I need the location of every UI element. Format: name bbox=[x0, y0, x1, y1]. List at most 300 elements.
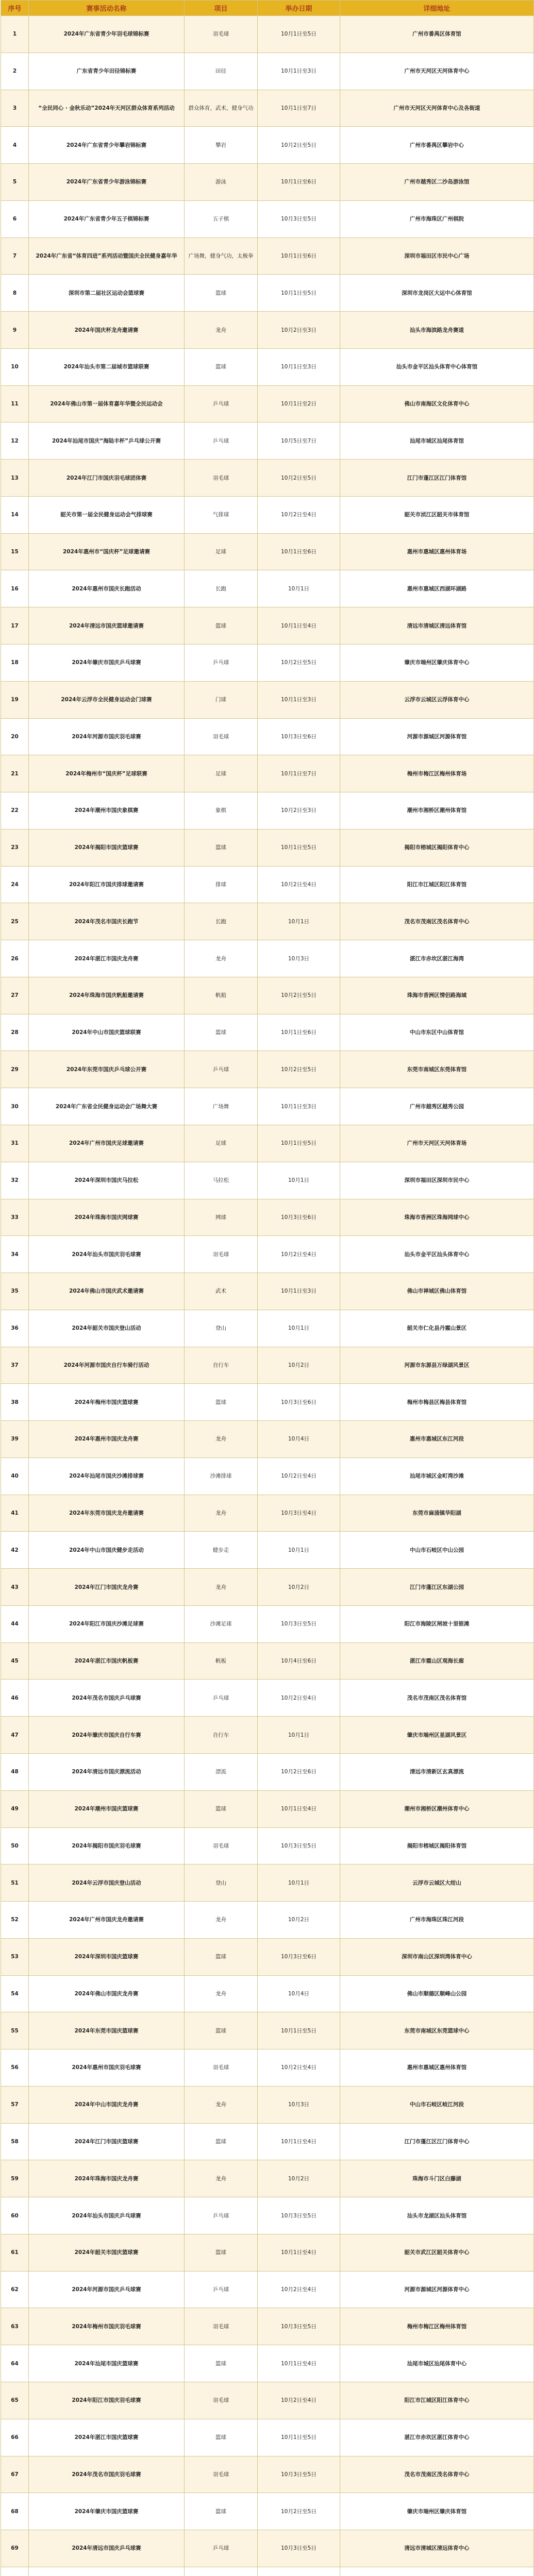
row-number: 2 bbox=[1, 53, 29, 90]
sport: 龙舟 bbox=[185, 1495, 258, 1532]
table-row bbox=[1, 2530, 534, 2567]
sport: 自行车 bbox=[185, 1717, 258, 1754]
table-row bbox=[1, 1975, 534, 2012]
sport: 足球 bbox=[185, 755, 258, 792]
venue-address: 广州市天河区天河体育中心 bbox=[340, 53, 534, 90]
event-date: 10月3日至6日 bbox=[258, 1199, 340, 1236]
sport: 篮球 bbox=[185, 348, 258, 385]
row-number: 59 bbox=[1, 2160, 29, 2197]
sport: 乒乓球 bbox=[185, 2271, 258, 2308]
venue-address: 江门市蓬江区东湖公园 bbox=[340, 1569, 534, 1606]
event-date: 10月1日至4日 bbox=[258, 1790, 340, 1827]
venue-address: 河源市源城区河源体育中心 bbox=[340, 2271, 534, 2308]
row-number bbox=[1, 2567, 29, 2576]
table-row bbox=[1, 1347, 534, 1384]
event-name: 2024年汕尾市国庆沙滩排球赛 bbox=[29, 1458, 185, 1495]
sport: 帆板 bbox=[185, 1642, 258, 1680]
event-name: 2024年中山市国庆龙舟赛 bbox=[29, 2086, 185, 2123]
row-number: 24 bbox=[1, 866, 29, 903]
venue-address: 深圳市福田区市民中心广场 bbox=[340, 238, 534, 275]
venue-address: 江门市蓬江区江门体育馆 bbox=[340, 460, 534, 497]
event-name: 2024年广东省全民健身运动会广场舞大赛 bbox=[29, 1088, 185, 1125]
table-row bbox=[1, 570, 534, 607]
row-number: 16 bbox=[1, 570, 29, 607]
event-name: 2024年揭阳市国庆羽毛球赛 bbox=[29, 1827, 185, 1865]
venue-address: 梅州市梅县区梅县体育馆 bbox=[340, 1384, 534, 1421]
event-date: 10月1日至3日 bbox=[258, 681, 340, 718]
sport: 羽毛球 bbox=[185, 2382, 258, 2419]
sport: 象棋 bbox=[185, 792, 258, 829]
sport: 漂流 bbox=[185, 1753, 258, 1790]
sport: 羽毛球 bbox=[185, 16, 258, 53]
table-row bbox=[1, 312, 534, 349]
table-row bbox=[1, 1162, 534, 1199]
venue-address: 中山市东区中山体育馆 bbox=[340, 1014, 534, 1051]
venue-address: 佛山市南海区文化体育中心 bbox=[340, 385, 534, 422]
event-name: 2024年佛山市国庆武术邀请赛 bbox=[29, 1273, 185, 1310]
venue-address: 河源市源城区河源体育馆 bbox=[340, 718, 534, 755]
event-date: 10月5日至7日 bbox=[258, 422, 340, 460]
row-number: 12 bbox=[1, 422, 29, 460]
table-row bbox=[1, 1273, 534, 1310]
venue-address: 珠海市斗门区白藤湖 bbox=[340, 2160, 534, 2197]
table-row bbox=[1, 275, 534, 312]
sport: 篮球 bbox=[185, 2419, 258, 2456]
row-number: 9 bbox=[1, 312, 29, 349]
table-row bbox=[1, 2049, 534, 2087]
event-date: 10月3日至4日 bbox=[258, 1495, 340, 1532]
event-date: 10月1日至6日 bbox=[258, 238, 340, 275]
table-row bbox=[1, 1199, 534, 1236]
sport: 龙舟 bbox=[185, 2086, 258, 2123]
table-row bbox=[1, 2086, 534, 2123]
sport: 广场舞 bbox=[185, 1088, 258, 1125]
table-row bbox=[1, 238, 534, 275]
table-row bbox=[1, 866, 534, 903]
event-date: 10月4日 bbox=[258, 1421, 340, 1458]
row-number: 11 bbox=[1, 385, 29, 422]
event-date: 10月2日至6日 bbox=[258, 1753, 340, 1790]
event-name: 2024年揭阳市国庆篮球赛 bbox=[29, 829, 185, 866]
event-name: 2024年湛江市国庆龙舟赛 bbox=[29, 940, 185, 977]
table-row bbox=[1, 2382, 534, 2419]
venue-address: 梅州市梅江区梅州体育场 bbox=[340, 755, 534, 792]
event-name: 2024年惠州市国庆长跑活动 bbox=[29, 570, 185, 607]
sport bbox=[185, 2567, 258, 2576]
row-number: 5 bbox=[1, 164, 29, 201]
row-number: 52 bbox=[1, 1902, 29, 1939]
event-name: 2024年广东省“体育四进”系列活动暨国庆全民健身嘉年华 bbox=[29, 238, 185, 275]
table-row bbox=[1, 1642, 534, 1680]
table-row bbox=[1, 460, 534, 497]
table-row bbox=[1, 1384, 534, 1421]
venue-address: 江门市蓬江区江门体育中心 bbox=[340, 2123, 534, 2160]
event-name: 2024年江门市国庆篮球赛 bbox=[29, 2123, 185, 2160]
row-number: 40 bbox=[1, 1458, 29, 1495]
event-date: 10月2日至5日 bbox=[258, 460, 340, 497]
event-name: 2024年江门市国庆羽毛球团体赛 bbox=[29, 460, 185, 497]
event-name: 2024年阳江市国庆排球邀请赛 bbox=[29, 866, 185, 903]
row-number: 56 bbox=[1, 2049, 29, 2087]
venue-address: 深圳市南山区深圳湾体育中心 bbox=[340, 1938, 534, 1975]
table-row bbox=[1, 1865, 534, 1902]
row-number: 19 bbox=[1, 681, 29, 718]
sport: 篮球 bbox=[185, 2234, 258, 2271]
row-number: 29 bbox=[1, 1051, 29, 1088]
venue-address: 汕头市海滨路龙舟赛道 bbox=[340, 312, 534, 349]
event-name: 2024年中山市国庆篮球联赛 bbox=[29, 1014, 185, 1051]
venue-address: 佛山市顺德区顺峰山公园 bbox=[340, 1975, 534, 2012]
table-row bbox=[1, 1717, 534, 1754]
event-name: 深圳市第二届社区运动会篮球赛 bbox=[29, 275, 185, 312]
event-name: 2024年珠海市国庆帆船邀请赛 bbox=[29, 977, 185, 1014]
sport: 龙舟 bbox=[185, 1569, 258, 1606]
table-row bbox=[1, 2234, 534, 2271]
venue-address: 汕尾市城区汕尾体育中心 bbox=[340, 2345, 534, 2382]
sport: 篮球 bbox=[185, 1790, 258, 1827]
event-name: 2024年河源市国庆自行车骑行活动 bbox=[29, 1347, 185, 1384]
event-date: 10月1日至3日 bbox=[258, 53, 340, 90]
sport: 羽毛球 bbox=[185, 2049, 258, 2087]
table-row bbox=[1, 829, 534, 866]
row-number: 53 bbox=[1, 1938, 29, 1975]
sport: 广场舞，健身气功，太极拳 bbox=[185, 238, 258, 275]
sport: 门球 bbox=[185, 681, 258, 718]
event-name: 2024年汕头市国庆乒乓球赛 bbox=[29, 2197, 185, 2234]
table-row bbox=[1, 385, 534, 422]
sport: 篮球 bbox=[185, 1014, 258, 1051]
event-name: 2024年珠海市国庆龙舟赛 bbox=[29, 2160, 185, 2197]
event-date: 10月1日 bbox=[258, 1162, 340, 1199]
row-number: 65 bbox=[1, 2382, 29, 2419]
table-row bbox=[1, 1938, 534, 1975]
table-row bbox=[1, 940, 534, 977]
event-name: 2024年韶关市国庆篮球赛 bbox=[29, 2234, 185, 2271]
table-row bbox=[1, 977, 534, 1014]
row-number: 10 bbox=[1, 348, 29, 385]
table-row bbox=[1, 1827, 534, 1865]
table-row bbox=[1, 1014, 534, 1051]
row-number: 57 bbox=[1, 2086, 29, 2123]
event-name: 2024年茂名市国庆羽毛球赛 bbox=[29, 2456, 185, 2493]
row-number: 60 bbox=[1, 2197, 29, 2234]
table-row bbox=[1, 718, 534, 755]
event-date: 10月2日至5日 bbox=[258, 645, 340, 682]
venue-address: 茂名市茂南区茂名体育中心 bbox=[340, 903, 534, 940]
event-name: 2024年肇庆市国庆自行车赛 bbox=[29, 1717, 185, 1754]
event-date: 10月1日 bbox=[258, 903, 340, 940]
table-row bbox=[1, 1236, 534, 1273]
event-date: 10月1日至4日 bbox=[258, 2345, 340, 2382]
sport: 沙滩足球 bbox=[185, 1605, 258, 1642]
event-name: 广东省青少年田径锦标赛 bbox=[29, 53, 185, 90]
sport: 龙舟 bbox=[185, 940, 258, 977]
event-date: 10月2日至4日 bbox=[258, 866, 340, 903]
event-date: 10月1日至3日 bbox=[258, 348, 340, 385]
event-name: 2024年广东省青少年游泳锦标赛 bbox=[29, 164, 185, 201]
row-number: 44 bbox=[1, 1605, 29, 1642]
table-row bbox=[1, 607, 534, 645]
row-number: 17 bbox=[1, 607, 29, 645]
venue-address: 惠州市惠城区东江河段 bbox=[340, 1421, 534, 1458]
event-name: 2024年惠州市国庆龙舟赛 bbox=[29, 1421, 185, 1458]
venue-address: 广州市越秀区二沙岛游泳馆 bbox=[340, 164, 534, 201]
row-number: 64 bbox=[1, 2345, 29, 2382]
table-row bbox=[1, 903, 534, 940]
sport: 篮球 bbox=[185, 829, 258, 866]
header-address: 详细地址 bbox=[340, 1, 534, 16]
event-name: 2024年珠海市国庆网球赛 bbox=[29, 1199, 185, 1236]
event-date: 10月2日 bbox=[258, 2160, 340, 2197]
sport: 沙滩排球 bbox=[185, 1458, 258, 1495]
row-number: 25 bbox=[1, 903, 29, 940]
event-date: 10月2日至4日 bbox=[258, 1236, 340, 1273]
event-date: 10月1日至5日 bbox=[258, 2012, 340, 2049]
sport: 篮球 bbox=[185, 2012, 258, 2049]
sport: 乒乓球 bbox=[185, 385, 258, 422]
table-row bbox=[1, 16, 534, 53]
table-row bbox=[1, 1790, 534, 1827]
sport: 篮球 bbox=[185, 1938, 258, 1975]
event-name: 2024年清远市国庆乒乓球赛 bbox=[29, 2530, 185, 2567]
event-date: 10月1日至4日 bbox=[258, 607, 340, 645]
sport: 气排球 bbox=[185, 496, 258, 533]
row-number: 58 bbox=[1, 2123, 29, 2160]
row-number: 32 bbox=[1, 1162, 29, 1199]
venue-address: 云浮市云城区大绀山 bbox=[340, 1865, 534, 1902]
event-name: 2024年广东省青少年羽毛球锦标赛 bbox=[29, 16, 185, 53]
event-date: 10月1日 bbox=[258, 1717, 340, 1754]
row-number: 33 bbox=[1, 1199, 29, 1236]
row-number: 45 bbox=[1, 1642, 29, 1680]
sport: 足球 bbox=[185, 533, 258, 570]
event-name: 2024年汕头市国庆羽毛球赛 bbox=[29, 1236, 185, 1273]
row-number: 18 bbox=[1, 645, 29, 682]
row-number: 20 bbox=[1, 718, 29, 755]
row-number: 36 bbox=[1, 1310, 29, 1347]
table-row bbox=[1, 1605, 534, 1642]
table-row bbox=[1, 1051, 534, 1088]
event-date: 10月3日 bbox=[258, 940, 340, 977]
event-date: 10月2日至4日 bbox=[258, 2049, 340, 2087]
venue-address: 深圳市龙岗区大运中心体育馆 bbox=[340, 275, 534, 312]
table-header bbox=[1, 1, 534, 16]
event-date: 10月1日至4日 bbox=[258, 2234, 340, 2271]
sport: 长跑 bbox=[185, 570, 258, 607]
table-row bbox=[1, 200, 534, 238]
sport: 羽毛球 bbox=[185, 2456, 258, 2493]
table-row bbox=[1, 1310, 534, 1347]
event-date: 10月3日至5日 bbox=[258, 2197, 340, 2234]
row-number: 49 bbox=[1, 1790, 29, 1827]
table-row bbox=[1, 2345, 534, 2382]
row-number: 27 bbox=[1, 977, 29, 1014]
row-number: 51 bbox=[1, 1865, 29, 1902]
table-row bbox=[1, 348, 534, 385]
event-name: 2024年河源市国庆羽毛球赛 bbox=[29, 718, 185, 755]
table-row bbox=[1, 1495, 534, 1532]
row-number: 41 bbox=[1, 1495, 29, 1532]
venue-address: 湛江市霞山区观海长廊 bbox=[340, 1642, 534, 1680]
venue-address: 广州市海珠区珠江河段 bbox=[340, 1902, 534, 1939]
event-name: 2024年东莞市国庆篮球赛 bbox=[29, 2012, 185, 2049]
event-name: 2024年清远市国庆篮球邀请赛 bbox=[29, 607, 185, 645]
row-number: 48 bbox=[1, 1753, 29, 1790]
sport: 龙舟 bbox=[185, 1902, 258, 1939]
row-number: 3 bbox=[1, 90, 29, 127]
event-date: 10月1日至5日 bbox=[258, 275, 340, 312]
event-date: 10月1日至6日 bbox=[258, 1014, 340, 1051]
venue-address: 惠州市惠城区西湖环湖路 bbox=[340, 570, 534, 607]
table-row bbox=[1, 53, 534, 90]
event-date: 10月3日至6日 bbox=[258, 1938, 340, 1975]
row-number: 22 bbox=[1, 792, 29, 829]
row-number: 23 bbox=[1, 829, 29, 866]
sport: 攀岩 bbox=[185, 127, 258, 164]
event-name: 2024年阳江市国庆沙滩足球赛 bbox=[29, 1605, 185, 1642]
sport: 登山 bbox=[185, 1310, 258, 1347]
sport: 羽毛球 bbox=[185, 460, 258, 497]
event-date: 10月2日至3日 bbox=[258, 792, 340, 829]
venue-address: 肇庆市端州区肇庆体育中心 bbox=[340, 645, 534, 682]
venue-address bbox=[340, 2567, 534, 2576]
venue-address: 湛江市赤坎区湛江体育中心 bbox=[340, 2419, 534, 2456]
event-name: 2024年湛江市国庆篮球赛 bbox=[29, 2419, 185, 2456]
sport: 羽毛球 bbox=[185, 2308, 258, 2345]
event-name: 2024年佛山市国庆龙舟赛 bbox=[29, 1975, 185, 2012]
row-number: 30 bbox=[1, 1088, 29, 1125]
event-date: 10月1日至2日 bbox=[258, 385, 340, 422]
event-date: 10月1日 bbox=[258, 570, 340, 607]
table-row bbox=[1, 2419, 534, 2456]
venue-address: 中山市石岐区中山公园 bbox=[340, 1532, 534, 1569]
sport: 龙舟 bbox=[185, 2160, 258, 2197]
event-date: 10月3日至6日 bbox=[258, 1384, 340, 1421]
sport: 自行车 bbox=[185, 1347, 258, 1384]
row-number: 55 bbox=[1, 2012, 29, 2049]
event-date: 10月1日 bbox=[258, 1865, 340, 1902]
row-number: 43 bbox=[1, 1569, 29, 1606]
event-name: 2024年国庆杯龙舟邀请赛 bbox=[29, 312, 185, 349]
table-row bbox=[1, 1125, 534, 1162]
event-date: 10月1日至7日 bbox=[258, 755, 340, 792]
event-date: 10月1日至5日 bbox=[258, 2419, 340, 2456]
venue-address: 珠海市香洲区珠海网球中心 bbox=[340, 1199, 534, 1236]
row-number: 7 bbox=[1, 238, 29, 275]
event-date: 10月1日至4日 bbox=[258, 2123, 340, 2160]
event-name: 2024年中山市国庆健步走活动 bbox=[29, 1532, 185, 1569]
event-date: 10月2日至3日 bbox=[258, 312, 340, 349]
venue-address: 广州市越秀区越秀公园 bbox=[340, 1088, 534, 1125]
event-name: 2024年深圳市国庆马拉松 bbox=[29, 1162, 185, 1199]
sport: 群众体育，武术，健身气功 bbox=[185, 90, 258, 127]
event-name: 2024年广州市国庆足球邀请赛 bbox=[29, 1125, 185, 1162]
table-row bbox=[1, 1569, 534, 1606]
event-date: 10月4日至6日 bbox=[258, 1642, 340, 1680]
row-number: 66 bbox=[1, 2419, 29, 2456]
table-row bbox=[1, 422, 534, 460]
row-number: 67 bbox=[1, 2456, 29, 2493]
event-name: 2024年韶关市国庆登山活动 bbox=[29, 1310, 185, 1347]
event-date: 10月2日至5日 bbox=[258, 127, 340, 164]
venue-address: 广州市天河区天河体育场 bbox=[340, 1125, 534, 1162]
venue-address: 惠州市惠城区惠州体育场 bbox=[340, 533, 534, 570]
table-row bbox=[1, 2271, 534, 2308]
venue-address: 广州市海珠区广州棋院 bbox=[340, 200, 534, 238]
sport: 乒乓球 bbox=[185, 645, 258, 682]
venue-address: 东莞市麻涌镇华阳湖 bbox=[340, 1495, 534, 1532]
event-date: 10月2日 bbox=[258, 1347, 340, 1384]
table-row bbox=[1, 2160, 534, 2197]
row-number: 62 bbox=[1, 2271, 29, 2308]
venue-address: 中山市石岐区岐江河段 bbox=[340, 2086, 534, 2123]
event-name bbox=[29, 2567, 185, 2576]
event-name: 2024年东莞市国庆乒乓球公开赛 bbox=[29, 1051, 185, 1088]
row-number: 13 bbox=[1, 460, 29, 497]
sport: 长跑 bbox=[185, 903, 258, 940]
table-row bbox=[1, 1088, 534, 1125]
row-number: 8 bbox=[1, 275, 29, 312]
event-name: 2024年潮州市国庆象棋赛 bbox=[29, 792, 185, 829]
sport: 武术 bbox=[185, 1273, 258, 1310]
event-date: 10月2日至5日 bbox=[258, 977, 340, 1014]
venue-address: 清远市清新区玄真漂流 bbox=[340, 1753, 534, 1790]
venue-address: 广州市天河区天河体育中心及各街道 bbox=[340, 90, 534, 127]
venue-address: 汕尾市城区汕尾体育馆 bbox=[340, 422, 534, 460]
table-row bbox=[1, 2308, 534, 2345]
event-date: 10月1日 bbox=[258, 1532, 340, 1569]
event-date: 10月2日至5日 bbox=[258, 2493, 340, 2530]
venue-address: 河源市东源县万绿湖风景区 bbox=[340, 1347, 534, 1384]
table-row bbox=[1, 2493, 534, 2530]
sport: 乒乓球 bbox=[185, 2530, 258, 2567]
table-row bbox=[1, 533, 534, 570]
sport: 帆船 bbox=[185, 977, 258, 1014]
table-body bbox=[1, 16, 534, 2576]
venue-address: 珠海市香洲区情侣路海域 bbox=[340, 977, 534, 1014]
event-name: 2024年佛山市第一届体育嘉年华暨全民运动会 bbox=[29, 385, 185, 422]
venue-address: 韶关市武江区韶关体育中心 bbox=[340, 2234, 534, 2271]
event-name: 2024年惠州市国庆羽毛球赛 bbox=[29, 2049, 185, 2087]
row-number: 28 bbox=[1, 1014, 29, 1051]
venue-address: 阳江市江城区阳江体育馆 bbox=[340, 866, 534, 903]
venue-address: 东莞市南城区东莞体育馆 bbox=[340, 1051, 534, 1088]
sport: 篮球 bbox=[185, 2123, 258, 2160]
sport: 龙舟 bbox=[185, 1975, 258, 2012]
venue-address: 阳江市海陵区闸坡十里银滩 bbox=[340, 1605, 534, 1642]
event-name: 2024年云浮市全民健身运动会门球赛 bbox=[29, 681, 185, 718]
venue-address: 湛江市赤坎区湛江海湾 bbox=[340, 940, 534, 977]
event-name: 2024年汕头市第二届城市篮球联赛 bbox=[29, 348, 185, 385]
venue-address: 韶关市仁化县丹霞山景区 bbox=[340, 1310, 534, 1347]
event-name: 2024年阳江市国庆羽毛球赛 bbox=[29, 2382, 185, 2419]
venue-address: 揭阳市榕城区揭阳体育中心 bbox=[340, 829, 534, 866]
row-number: 38 bbox=[1, 1384, 29, 1421]
events-table bbox=[1, 0, 534, 2576]
venue-address: 韶关市浈江区韶关市体育馆 bbox=[340, 496, 534, 533]
venue-address: 惠州市惠城区惠州体育馆 bbox=[340, 2049, 534, 2087]
event-date: 10月3日 bbox=[258, 2086, 340, 2123]
row-number: 47 bbox=[1, 1717, 29, 1754]
sport: 乒乓球 bbox=[185, 422, 258, 460]
event-date: 10月1日至5日 bbox=[258, 16, 340, 53]
sport: 篮球 bbox=[185, 1384, 258, 1421]
table-row bbox=[1, 2123, 534, 2160]
row-number: 37 bbox=[1, 1347, 29, 1384]
venue-address: 肇庆市端州区星湖风景区 bbox=[340, 1717, 534, 1754]
event-name: 2024年云浮市国庆登山活动 bbox=[29, 1865, 185, 1902]
sport: 篮球 bbox=[185, 275, 258, 312]
